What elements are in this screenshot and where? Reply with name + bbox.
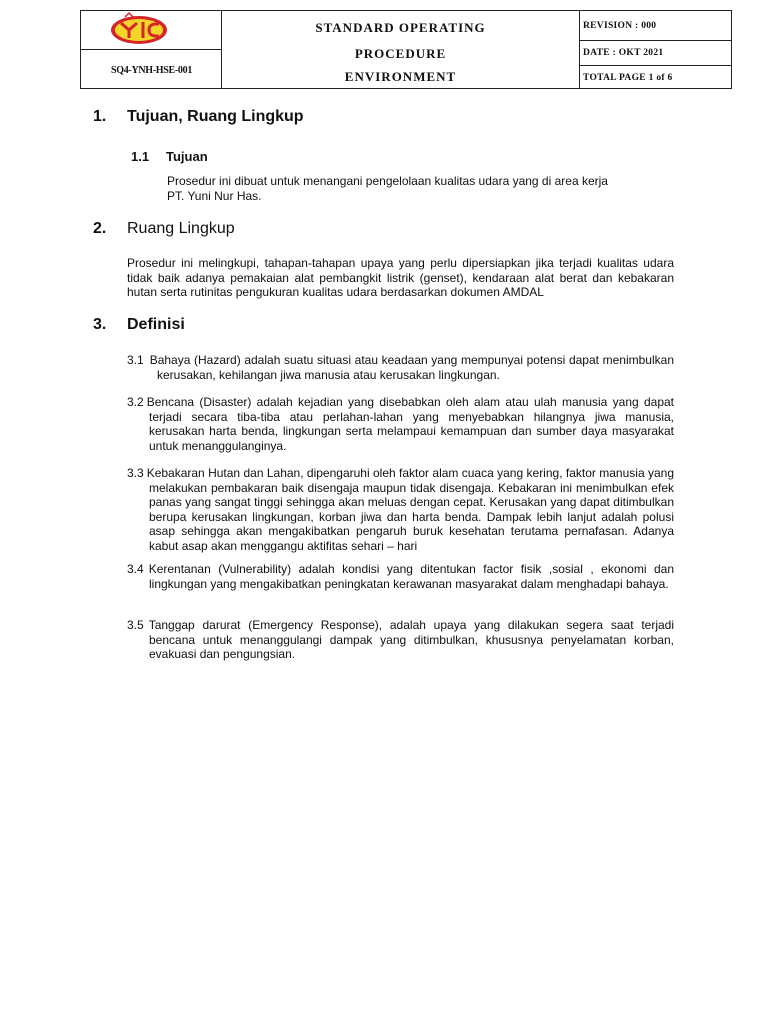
definition-number: 3.1: [127, 353, 144, 367]
definition-item: [127, 618, 674, 662]
definition-number: 3.5: [127, 618, 144, 632]
definition-item: [127, 353, 674, 382]
revision-field: REVISION : 000: [583, 20, 657, 31]
total-page-field: TOTAL PAGE 1 of 6: [583, 72, 673, 83]
section-number: 3.: [93, 316, 107, 333]
section-number: 1.: [93, 108, 107, 125]
logo-text: YNH: [139, 47, 142, 48]
title-line-1: STANDARD OPERATING: [315, 20, 486, 35]
definition-number: 3.4: [127, 562, 144, 576]
document-code: SQ4-YNH-HSE-001: [110, 64, 193, 76]
subsection-number: 1.1: [131, 149, 150, 164]
document-header-table: [80, 10, 732, 89]
definition-item: [127, 562, 674, 591]
section-2-heading: [93, 220, 593, 240]
definition-text: Tanggap darurat (Emergency Response), adalah upaya yang dilakukan segera saat terjadi bencana untuk menanggulangi dampak yang ditimbulkan, khususnya penyelamatan korban, evakuasi dan pengungsian.: [148, 618, 674, 662]
definition-text: Bencana (Disaster) adalah kejadian yang disebabkan oleh alam atau ulah manusia yang dapat terjadi secara tiba-tiba atau perlahan-lahan yang menyebabkan hilangnya jiwa manusia, kerusakan harta benda, lingkungan serta melampaui kemampuan dan sumber daya masyarakat untuk menanggulanginya.: [146, 395, 674, 453]
definition-item: [127, 466, 674, 554]
definition-text: Bahaya (Hazard) adalah suatu situasi atau keadaan yang mempunyai potensi dapat menimbulkan kerusakan, kehilangan jiwa manusia atau kerusakan lingkungan.: [149, 353, 674, 382]
subsection-title: Tujuan: [166, 149, 208, 164]
subsection-1-1-heading: [131, 149, 431, 165]
date-field: DATE : OKT 2021: [583, 47, 664, 58]
definition-item: [127, 395, 674, 453]
tujuan-line-1: Prosedur ini dibuat untuk menangani pengelolaan kualitas udara yang di area kerja: [167, 174, 608, 188]
company-logo: [81, 11, 222, 50]
company-logo-cell: [81, 11, 222, 50]
section-title: Ruang Lingkup: [127, 220, 235, 237]
definition-text: Kebakaran Hutan dan Lahan, dipengaruhi oleh faktor alam cuaca yang kering, faktor manusia yang melakukan pembakaran baik disengaja maupun tidak disengaja. Kebakaran ini menimbulkan efek panas yang sangat tinggi sehingga akan meluas dengan cepat. Kerusakan yang dapat ditimbulkan berupa kerusakan lingkungan, korban jiwa dan harta benda. Dampak lebih lanjut adalah polusi asap sehingga akan mengakibatkan pengaruh buruk kesehatan terutama pernafasan. Adanya kabut asap akan menggangu aktifitas sehari – hari: [146, 466, 674, 553]
tujuan-line-2: PT. Yuni Nur Has.: [167, 188, 262, 203]
title-line-3: ENVIRONMENT: [344, 69, 457, 84]
definition-number: 3.3: [127, 466, 144, 480]
definition-number: 3.2: [127, 395, 144, 409]
ruang-lingkup-paragraph: Prosedur ini melingkupi, tahapan-tahapan upaya yang perlu dipersiapkan jika terjadi kualitas udara tidak baik adanya pemakaian alat pembangkit listrik (genset), kendaraan alat berat dan kebakaran hutan serta rutinitas pengukuran kualitas udara berdasarkan dokumen AMDAL: [127, 256, 674, 300]
title-line-2: PROCEDURE: [354, 46, 447, 61]
section-number: 2.: [93, 220, 107, 237]
section-3-heading: [93, 316, 593, 336]
section-1-heading: [93, 108, 593, 128]
section-title: Tujuan, Ruang Lingkup: [127, 108, 304, 125]
section-title: Definisi: [127, 316, 185, 333]
tujuan-paragraph: [167, 174, 687, 203]
document-title: [222, 11, 579, 90]
definition-text: Kerentanan (Vulnerability) adalah kondisi yang ditentukan factor fisik ,sosial , ekonomi dan lingkungan yang mengakibatkan peningkatan kerawanan masyarakat dalam menghadapi bahaya.: [148, 562, 674, 591]
